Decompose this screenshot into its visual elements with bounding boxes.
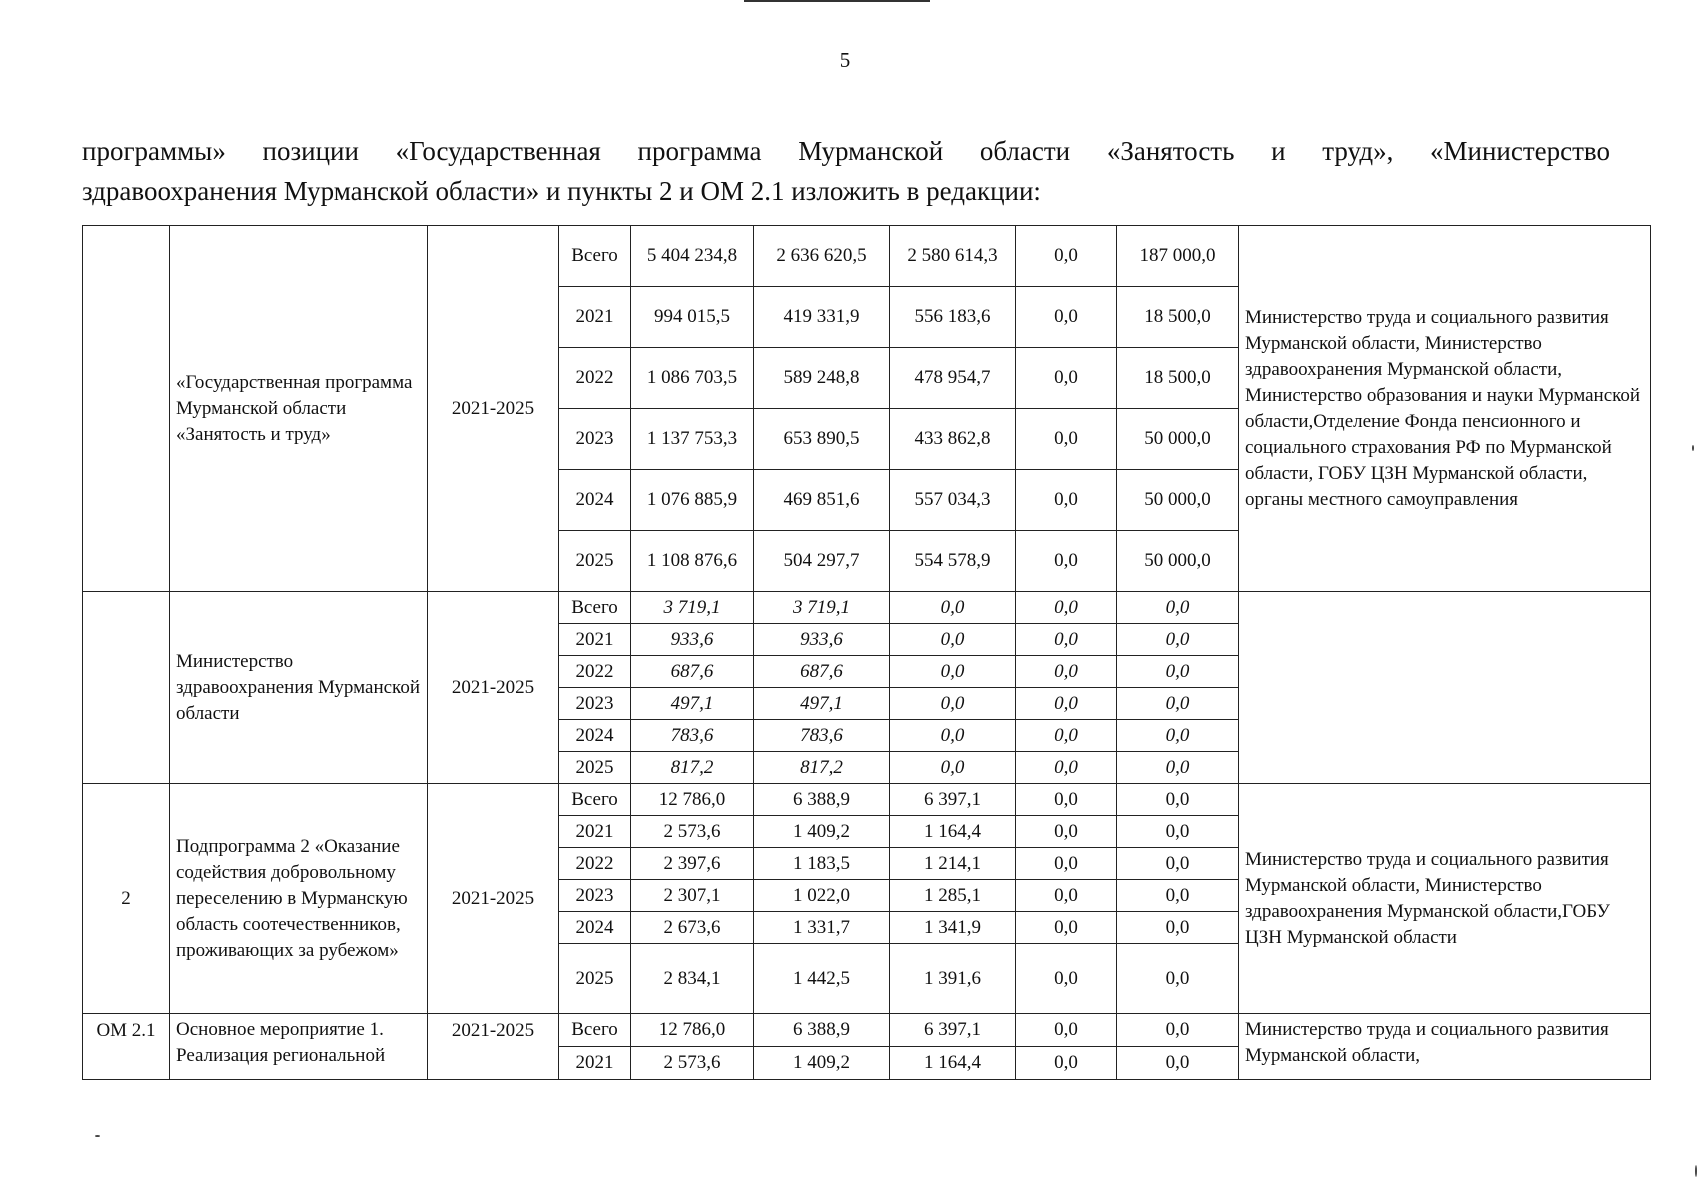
year-cell: 2021 (559, 624, 631, 656)
amount-cell: 0,0 (890, 656, 1016, 688)
year-cell: Всего (559, 784, 631, 816)
intro-line-1: программы» позиции «Государственная программа Мурманской области «Занятость и труд», «Министерство (82, 136, 1610, 166)
amount-cell: 0,0 (1117, 720, 1239, 752)
amount-cell: 0,0 (1117, 656, 1239, 688)
amount-cell: 556 183,6 (890, 287, 1016, 348)
amount-cell: 589 248,8 (754, 348, 890, 409)
amount-cell: 0,0 (1117, 624, 1239, 656)
amount-cell: 0,0 (1016, 592, 1117, 624)
total-cell: 933,6 (631, 624, 754, 656)
amount-cell: 1 183,5 (754, 848, 890, 880)
year-cell: 2025 (559, 531, 631, 592)
amount-cell: 0,0 (1117, 592, 1239, 624)
amount-cell: 1 391,6 (890, 944, 1016, 1014)
year-cell: Всего (559, 592, 631, 624)
amount-cell: 0,0 (890, 688, 1016, 720)
year-cell: 2023 (559, 880, 631, 912)
total-cell: 12 786,0 (631, 1014, 754, 1047)
row-number: ОМ 2.1 (83, 1014, 170, 1080)
program-name: Подпрограмма 2 «Оказание содействия добровольному переселению в Мурманскую область соотечественников, проживающих за рубежом» (170, 784, 428, 1014)
amount-cell: 0,0 (1016, 287, 1117, 348)
amount-cell: 2 636 620,5 (754, 226, 890, 287)
amount-cell: 0,0 (1117, 688, 1239, 720)
year-cell: 2023 (559, 409, 631, 470)
total-cell: 3 719,1 (631, 592, 754, 624)
amount-cell: 653 890,5 (754, 409, 890, 470)
amount-cell: 6 397,1 (890, 784, 1016, 816)
executors-cell: Министерство труда и социального развития Мурманской области, Министерство здравоохранения Мурманской области, Министерство образования и науки Мурманской области,Отделение Фонда пенсионного и социального страхования РФ по Мурманской области, ГОБУ ЦЗН Мурманской области, органы местного самоуправления (1239, 226, 1651, 592)
scan-speck (95, 1135, 100, 1137)
amount-cell: 18 500,0 (1117, 348, 1239, 409)
table-row (83, 592, 1651, 624)
total-cell: 1 137 753,3 (631, 409, 754, 470)
total-cell: 5 404 234,8 (631, 226, 754, 287)
amount-cell: 1 285,1 (890, 880, 1016, 912)
total-cell: 2 573,6 (631, 816, 754, 848)
amount-cell: 0,0 (1016, 720, 1117, 752)
program-name: Основное мероприятие 1. Реализация региональной (170, 1014, 428, 1080)
amount-cell: 18 500,0 (1117, 287, 1239, 348)
total-cell: 12 786,0 (631, 784, 754, 816)
row-number (83, 592, 170, 784)
program-period: 2021-2025 (428, 1014, 559, 1080)
amount-cell: 2 580 614,3 (890, 226, 1016, 287)
budget-table (82, 225, 1651, 1080)
intro-line-2: здравоохранения Мурманской области» и пункты 2 и ОМ 2.1 изложить в редакции: (82, 176, 1041, 206)
amount-cell: 1 022,0 (754, 880, 890, 912)
year-cell: Всего (559, 1014, 631, 1047)
amount-cell: 0,0 (1016, 752, 1117, 784)
executors-cell (1239, 592, 1651, 784)
program-period: 2021-2025 (428, 226, 559, 592)
amount-cell: 0,0 (1117, 912, 1239, 944)
year-cell: 2021 (559, 287, 631, 348)
amount-cell: 0,0 (1016, 656, 1117, 688)
amount-cell: 3 719,1 (754, 592, 890, 624)
page-number: 5 (839, 48, 851, 72)
total-cell: 783,6 (631, 720, 754, 752)
year-cell: Всего (559, 226, 631, 287)
amount-cell: 469 851,6 (754, 470, 890, 531)
amount-cell: 1 331,7 (754, 912, 890, 944)
program-name: «Государственная программа Мурманской области «Занятость и труд» (170, 226, 428, 592)
amount-cell: 0,0 (1016, 226, 1117, 287)
amount-cell: 0,0 (1016, 470, 1117, 531)
amount-cell: 557 034,3 (890, 470, 1016, 531)
amount-cell: 0,0 (1016, 784, 1117, 816)
program-period: 2021-2025 (428, 592, 559, 784)
top-edge-mark (744, 0, 930, 2)
amount-cell: 0,0 (1117, 752, 1239, 784)
year-cell: 2022 (559, 656, 631, 688)
total-cell: 1 076 885,9 (631, 470, 754, 531)
amount-cell: 933,6 (754, 624, 890, 656)
total-cell: 2 397,6 (631, 848, 754, 880)
total-cell: 1 086 703,5 (631, 348, 754, 409)
amount-cell: 554 578,9 (890, 531, 1016, 592)
amount-cell: 1 442,5 (754, 944, 890, 1014)
executors-cell: Министерство труда и социального развития Мурманской области, Министерство здравоохранения Мурманской области,ГОБУ ЦЗН Мурманской области (1239, 784, 1651, 1014)
total-cell: 2 573,6 (631, 1047, 754, 1080)
amount-cell: 1 164,4 (890, 1047, 1016, 1080)
amount-cell: 0,0 (1117, 1047, 1239, 1080)
executors-cell: Министерство труда и социального развития Мурманской области, (1239, 1014, 1651, 1080)
amount-cell: 0,0 (1016, 1014, 1117, 1047)
amount-cell: 1 409,2 (754, 1047, 890, 1080)
total-cell: 2 834,1 (631, 944, 754, 1014)
intro-paragraph (82, 131, 1610, 211)
amount-cell: 0,0 (1117, 816, 1239, 848)
amount-cell: 50 000,0 (1117, 470, 1239, 531)
year-cell: 2024 (559, 912, 631, 944)
year-cell: 2025 (559, 944, 631, 1014)
total-cell: 817,2 (631, 752, 754, 784)
amount-cell: 0,0 (1117, 848, 1239, 880)
amount-cell: 0,0 (890, 752, 1016, 784)
amount-cell: 1 409,2 (754, 816, 890, 848)
amount-cell: 6 388,9 (754, 784, 890, 816)
amount-cell: 419 331,9 (754, 287, 890, 348)
amount-cell: 0,0 (890, 720, 1016, 752)
amount-cell: 187 000,0 (1117, 226, 1239, 287)
year-cell: 2024 (559, 470, 631, 531)
amount-cell: 0,0 (1016, 1047, 1117, 1080)
amount-cell: 0,0 (1016, 624, 1117, 656)
amount-cell: 0,0 (1016, 912, 1117, 944)
total-cell: 1 108 876,6 (631, 531, 754, 592)
table-row (83, 226, 1651, 287)
amount-cell: 6 397,1 (890, 1014, 1016, 1047)
amount-cell: 6 388,9 (754, 1014, 890, 1047)
year-cell: 2021 (559, 816, 631, 848)
total-cell: 2 673,6 (631, 912, 754, 944)
amount-cell: 504 297,7 (754, 531, 890, 592)
amount-cell: 687,6 (754, 656, 890, 688)
amount-cell: 783,6 (754, 720, 890, 752)
amount-cell: 0,0 (1016, 531, 1117, 592)
amount-cell: 0,0 (1016, 848, 1117, 880)
table-row (83, 1014, 1651, 1047)
total-cell: 994 015,5 (631, 287, 754, 348)
scan-speck (1695, 1165, 1697, 1177)
amount-cell: 0,0 (1117, 880, 1239, 912)
year-cell: 2023 (559, 688, 631, 720)
year-cell: 2021 (559, 1047, 631, 1080)
amount-cell: 0,0 (890, 624, 1016, 656)
year-cell: 2022 (559, 848, 631, 880)
amount-cell: 478 954,7 (890, 348, 1016, 409)
amount-cell: 1 214,1 (890, 848, 1016, 880)
amount-cell: 50 000,0 (1117, 409, 1239, 470)
table-row (83, 784, 1651, 816)
amount-cell: 0,0 (1016, 816, 1117, 848)
amount-cell: 0,0 (1016, 409, 1117, 470)
year-cell: 2025 (559, 752, 631, 784)
year-cell: 2022 (559, 348, 631, 409)
row-number (83, 226, 170, 592)
amount-cell: 0,0 (1117, 784, 1239, 816)
amount-cell: 0,0 (1016, 348, 1117, 409)
amount-cell: 0,0 (1016, 688, 1117, 720)
amount-cell: 0,0 (1016, 880, 1117, 912)
amount-cell: 1 341,9 (890, 912, 1016, 944)
amount-cell: 0,0 (890, 592, 1016, 624)
row-number: 2 (83, 784, 170, 1014)
total-cell: 2 307,1 (631, 880, 754, 912)
amount-cell: 1 164,4 (890, 816, 1016, 848)
amount-cell: 50 000,0 (1117, 531, 1239, 592)
scan-speck (1692, 445, 1694, 451)
total-cell: 497,1 (631, 688, 754, 720)
amount-cell: 0,0 (1117, 1014, 1239, 1047)
amount-cell: 817,2 (754, 752, 890, 784)
amount-cell: 497,1 (754, 688, 890, 720)
amount-cell: 0,0 (1016, 944, 1117, 1014)
total-cell: 687,6 (631, 656, 754, 688)
year-cell: 2024 (559, 720, 631, 752)
program-period: 2021-2025 (428, 784, 559, 1014)
program-name: Министерство здравоохранения Мурманской области (170, 592, 428, 784)
amount-cell: 433 862,8 (890, 409, 1016, 470)
amount-cell: 0,0 (1117, 944, 1239, 1014)
